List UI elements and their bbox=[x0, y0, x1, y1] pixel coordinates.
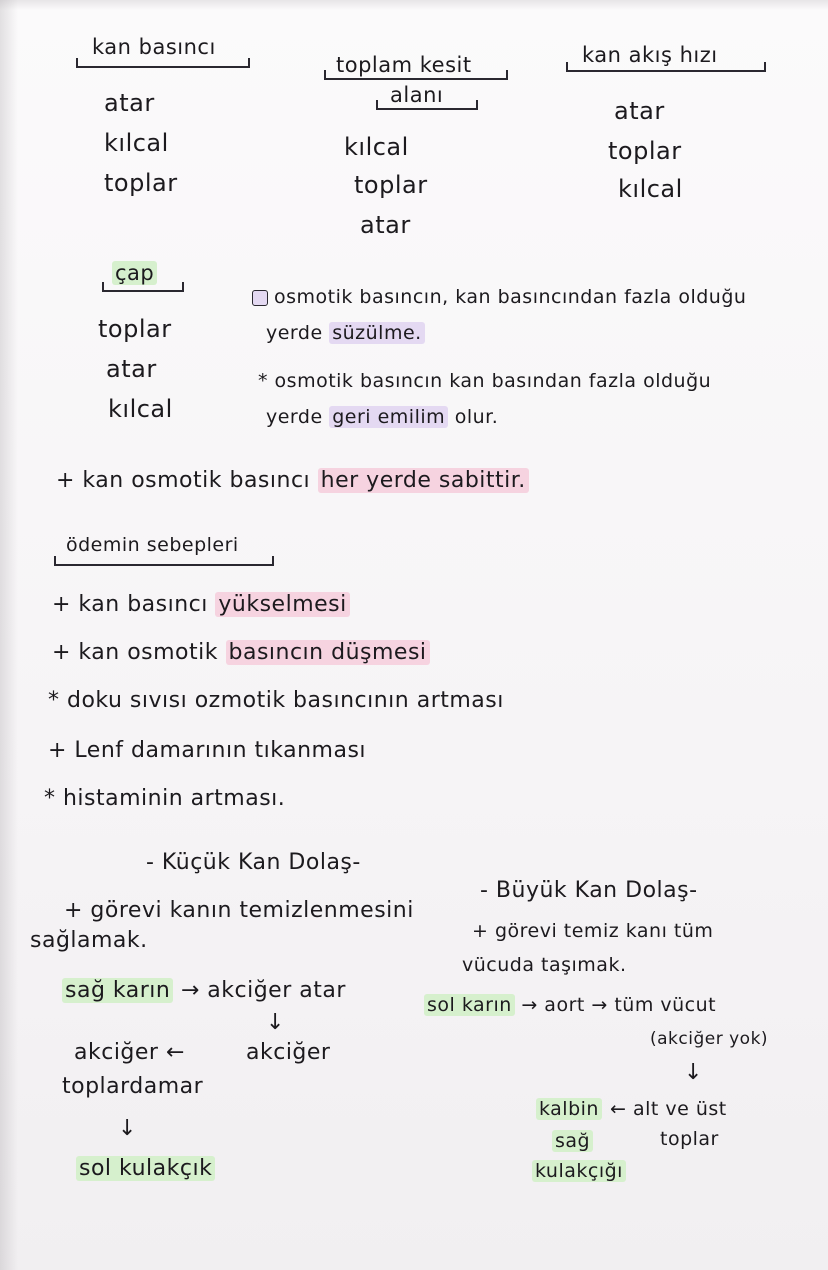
kan-akis-hizi-item-1: atar bbox=[614, 97, 665, 125]
sabittir-highlight: her yerde sabittir. bbox=[318, 468, 529, 493]
buyuk-dolasim-step-4b: sağ bbox=[552, 1126, 593, 1156]
buyuk-dolasim-desc-1: + görevi temiz kanı tüm bbox=[472, 920, 714, 942]
geri-emilim-highlight: geri emilim bbox=[329, 406, 448, 428]
odem-item-1: + kan basıncı yükselmesi bbox=[52, 590, 350, 620]
buyuk-dolasim-step-3: toplar bbox=[660, 1128, 719, 1150]
kesit-alani-underline-1 bbox=[324, 70, 508, 80]
lilac-mark-icon bbox=[252, 290, 268, 306]
kucuk-dolasim-step-1: sağ karın → akciğer atar bbox=[62, 976, 346, 1006]
odem-item-3: * doku sıvısı ozmotik basıncının artması bbox=[48, 688, 504, 713]
cap-item-2: atar bbox=[106, 355, 157, 383]
osmotic-note-2-line-2: yerde geri emilim olur. bbox=[266, 406, 499, 428]
kesit-alani-header-line2: alanı bbox=[390, 83, 444, 107]
kesit-alani-header-line1: toplam kesit bbox=[336, 53, 472, 77]
odem-item-5: * histaminin artması. bbox=[44, 786, 286, 811]
osmotic-note-3: + kan osmotik basıncı her yerde sabittir. bbox=[56, 466, 529, 496]
suzulme-highlight: süzülme. bbox=[329, 322, 424, 344]
osmotic-note-1-line-2: yerde süzülme. bbox=[266, 318, 425, 348]
cap-header: çap bbox=[112, 261, 157, 285]
arrow-down-icon: ↓ bbox=[684, 1060, 703, 1085]
kesit-alani-item-3: atar bbox=[360, 211, 411, 239]
odem-item-4: + Lenf damarının tıkanması bbox=[48, 738, 367, 763]
odem-underline bbox=[54, 556, 274, 566]
page-edge-shadow bbox=[0, 0, 18, 1270]
osmotic-note-2-line-1: * osmotik basıncın kan basından fazla olduğu bbox=[258, 370, 712, 392]
kan-basinci-item-2: kılcal bbox=[104, 129, 169, 157]
kan-akis-hizi-item-3: kılcal bbox=[618, 175, 683, 203]
kan-akis-hizi-item-2: toplar bbox=[608, 137, 682, 165]
odem-item-2: + kan osmotik basıncın düşmesi bbox=[52, 638, 430, 668]
kesit-alani-item-1: kılcal bbox=[344, 133, 409, 161]
kan-akis-hizi-header: kan akış hızı bbox=[582, 43, 718, 67]
buyuk-dolasim-step-4a: kalbin bbox=[536, 1094, 602, 1124]
kucuk-dolasim-step-2: akciğer bbox=[246, 1040, 331, 1065]
buyuk-dolasim-step-2: ← alt ve üst bbox=[610, 1098, 727, 1120]
kesit-alani-underline-2 bbox=[376, 100, 478, 110]
arrow-down-icon: ↓ bbox=[118, 1116, 137, 1141]
kesit-alani-item-2: toplar bbox=[354, 171, 428, 199]
page-top-shadow bbox=[0, 0, 828, 10]
kan-basinci-header: kan basıncı bbox=[92, 35, 216, 59]
odem-header: ödemin sebepleri bbox=[66, 534, 239, 556]
kucuk-dolasim-desc-1: + görevi kanın temizlenmesini bbox=[64, 898, 414, 923]
kan-basinci-item-3: toplar bbox=[104, 169, 178, 197]
kucuk-dolasim-desc-2: sağlamak. bbox=[30, 928, 148, 953]
osmotic-note-1-line-1: osmotik basıncın, kan basıncından fazla olduğu bbox=[252, 282, 746, 312]
buyuk-dolasim-step-4c: kulakçığı bbox=[532, 1156, 626, 1186]
kan-basinci-item-1: atar bbox=[104, 89, 155, 117]
buyuk-dolasim-step-1: sol karın → aort → tüm vücut bbox=[424, 990, 716, 1020]
cap-underline bbox=[102, 282, 184, 292]
kucuk-dolasim-title: - Küçük Kan Dolaş- bbox=[146, 850, 361, 875]
kan-akis-hizi-underline bbox=[566, 62, 766, 72]
arrow-down-icon: ↓ bbox=[266, 1010, 285, 1035]
kucuk-dolasim-step-3: akciğer ← bbox=[74, 1040, 185, 1065]
kucuk-dolasim-step-4: toplardamar bbox=[62, 1074, 204, 1099]
buyuk-dolasim-desc-2: vücuda taşımak. bbox=[462, 954, 627, 976]
kucuk-dolasim-step-5: sol kulakçık bbox=[76, 1154, 215, 1184]
cap-item-3: kılcal bbox=[108, 395, 173, 423]
cap-item-1: toplar bbox=[98, 315, 172, 343]
kan-basinci-underline bbox=[76, 58, 250, 68]
buyuk-dolasim-title: - Büyük Kan Dolaş- bbox=[480, 878, 698, 903]
buyuk-dolasim-step-1-note: (akciğer yok) bbox=[650, 1029, 769, 1049]
